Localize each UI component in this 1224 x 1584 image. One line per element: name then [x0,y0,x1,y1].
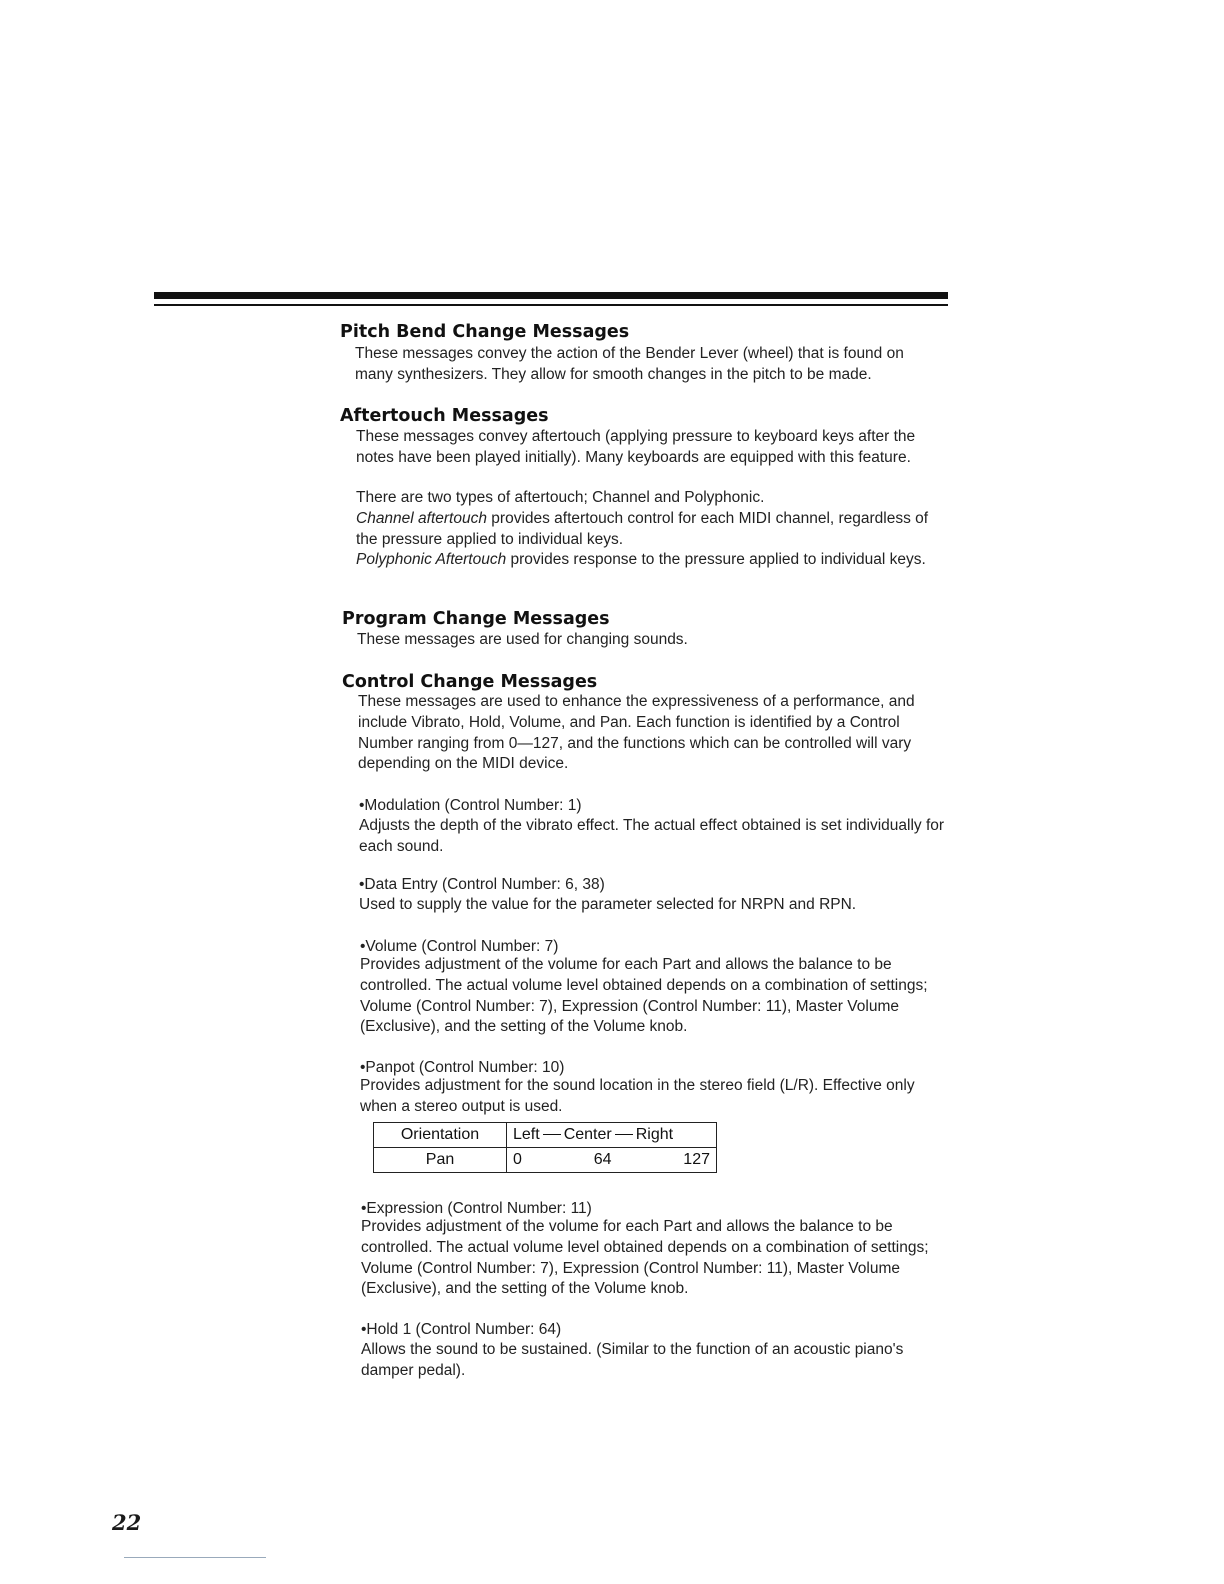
dash-line [543,1134,561,1135]
item-hold-desc: Allows the sound to be sustained. (Similar to the function of an acoustic piano's damper pedal). [361,1341,904,1379]
header-rule-thick [154,292,948,299]
pan-values [507,1148,717,1173]
heading-aftertouch: Aftertouch Messages [340,406,549,426]
control-change-body: These messages are used to enhance the expressiveness of a performance, and include Vibrato, Hold, Volume, and Pan. Each function is identified by a Control Number ranging from 0—127, and the functions which can be controlled will vary depending on the MIDI device. [358,693,915,773]
pan-table-row-pan [374,1148,717,1173]
orientation-values [507,1123,717,1148]
item-panpot-desc: Provides adjustment for the sound location in the stereo field (L/R). Effective only when a stereo output is used. [360,1077,915,1115]
aftertouch-polyphonic [356,550,936,571]
item-expression-desc: Provides adjustment of the volume for each Part and allows the balance to be controlled. The actual volume level obtained depends on a combination of settings; Volume (Control Number: 7), Expression (Control Number: 11), Master Volume (Exclusive), and the setting of the Volume knob. [361,1218,929,1298]
orientation-left: Left [513,1126,540,1143]
program-change-body: These messages are used for changing sounds. [357,631,688,648]
dash-line [615,1134,633,1135]
item-hold-name: •Hold 1 (Control Number: 64) [361,1321,562,1338]
polyphonic-aftertouch-desc: provides response to the pressure applied to individual keys. [506,551,926,568]
pan-label: Pan [374,1148,507,1173]
polyphonic-aftertouch-term: Polyphonic Aftertouch [356,551,507,568]
heading-pitch-bend: Pitch Bend Change Messages [340,322,630,342]
item-modulation-name: •Modulation (Control Number: 1) [359,797,582,814]
item-data-entry-desc: Used to supply the value for the parameter selected for NRPN and RPN. [359,896,857,913]
item-volume-desc: Provides adjustment of the volume for each Part and allows the balance to be controlled. The actual volume level obtained depends on a combination of settings; Volume (Control Number: 7), Expression (Control Number: 11), Master Volume (Exclusive), and the setting of the Volume knob. [360,956,928,1036]
pan-value-center: 64 [593,1151,612,1168]
heading-program-change: Program Change Messages [342,609,610,629]
pan-value-left: 0 [513,1151,522,1168]
item-expression-name: •Expression (Control Number: 11) [361,1200,592,1217]
item-panpot-name: •Panpot (Control Number: 10) [360,1059,565,1076]
channel-aftertouch-term: Channel aftertouch [356,510,487,527]
item-data-entry-name: •Data Entry (Control Number: 6, 38) [359,876,605,893]
orientation-label: Orientation [374,1123,507,1148]
footer-line [124,1557,266,1558]
channel-aftertouch-desc: provides aftertouch control for each MIDI channel, regardless of the pressure applied to individual keys. [356,510,929,548]
aftertouch-channel [356,509,946,551]
orientation-right: Right [635,1126,674,1143]
item-modulation-desc: Adjusts the depth of the vibrato effect. The actual effect obtained is set individually for each sound. [359,817,945,855]
pan-table-row-orientation [374,1123,717,1148]
heading-control-change: Control Change Messages [342,672,598,692]
header-rule-thin [154,304,948,306]
item-volume-name: •Volume (Control Number: 7) [360,938,559,955]
aftertouch-body: These messages convey aftertouch (applying pressure to keyboard keys after the notes have been played initially). Many keyboards are equipped with this feature. [356,428,916,466]
page-number: 22 [112,1510,142,1535]
aftertouch-types-intro: There are two types of aftertouch; Channel and Polyphonic. [356,489,765,506]
orientation-center: Center [563,1126,612,1143]
pitch-bend-body: These messages convey the action of the Bender Lever (wheel) that is found on many synthesizers. They allow for smooth changes in the pitch to be made. [355,345,904,383]
pan-table [373,1122,717,1173]
pan-value-right: 127 [683,1151,710,1168]
